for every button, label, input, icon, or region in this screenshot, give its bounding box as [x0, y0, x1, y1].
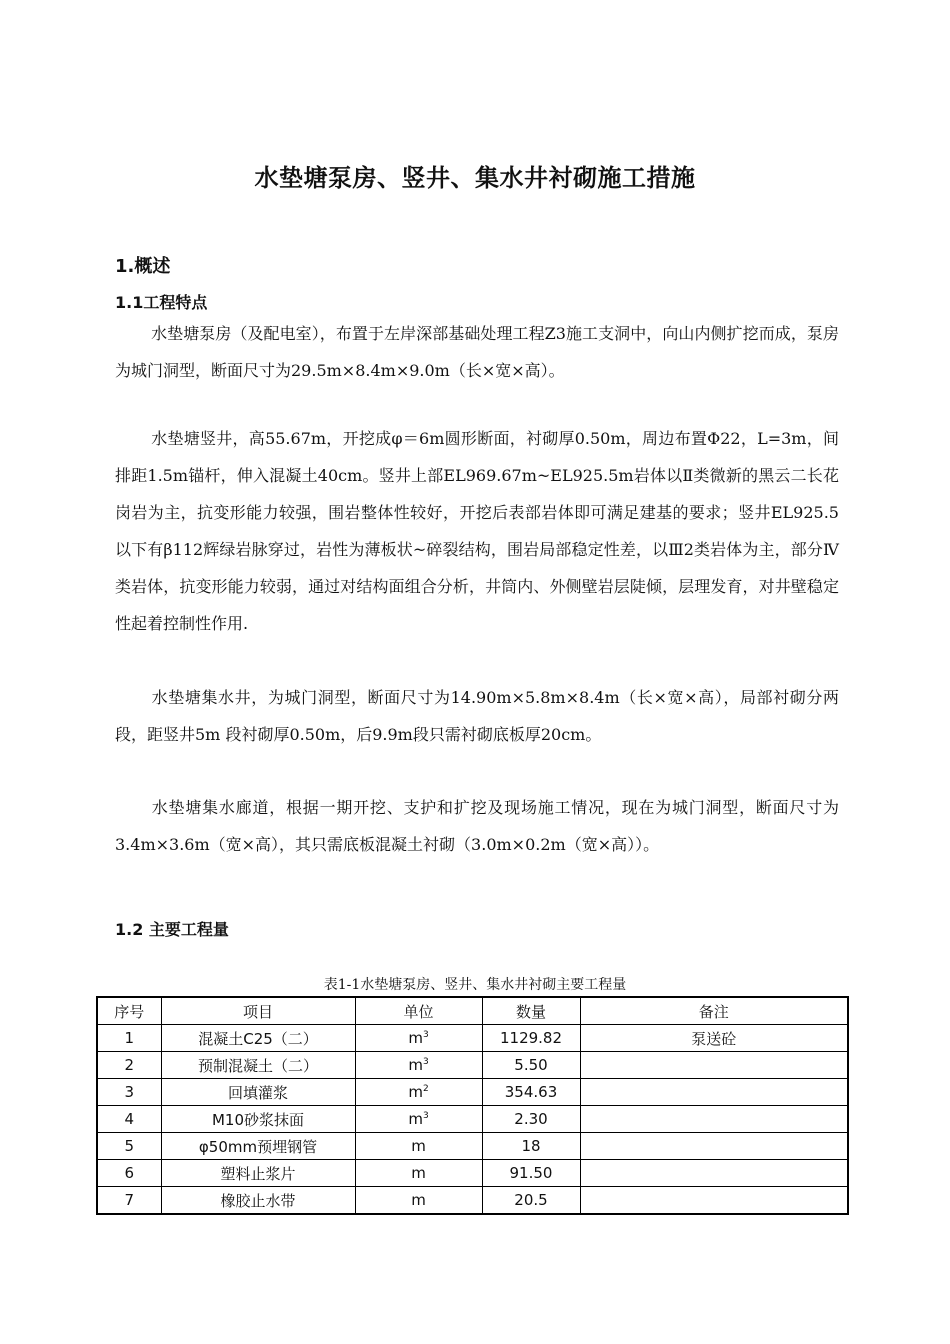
cell-note: 泵送砼	[580, 1025, 848, 1052]
table-row	[97, 1133, 848, 1160]
cell-no: 3	[97, 1079, 161, 1106]
cell-qty: 1129.82	[482, 1025, 580, 1052]
cell-no: 5	[97, 1133, 161, 1160]
cell-no: 6	[97, 1160, 161, 1187]
cell-unit: m	[355, 1133, 482, 1160]
table-row	[97, 1079, 848, 1106]
document-title: 水垫塘泵房、竖井、集水井衬砌施工措施	[254, 164, 696, 192]
cell-unit: $m^2$	[355, 1079, 482, 1106]
table-row	[97, 1106, 848, 1133]
cell-unit: m	[355, 1187, 482, 1215]
header-note: 备注	[580, 997, 848, 1025]
cell-item: 预制混凝土（二）	[161, 1052, 355, 1079]
header-no: 序号	[97, 997, 161, 1025]
table-header-row	[97, 997, 848, 1025]
cell-unit: m	[355, 1160, 482, 1187]
cell-qty: 18	[482, 1133, 580, 1160]
table-row	[97, 1160, 848, 1187]
cell-note	[580, 1106, 848, 1133]
section-heading-quantities: 1.2 主要工程量	[115, 920, 229, 939]
cell-note	[580, 1079, 848, 1106]
cell-item: 回填灌浆	[161, 1079, 355, 1106]
cell-unit: $m^3$	[355, 1052, 482, 1079]
paragraph-sump-well	[115, 679, 839, 753]
cell-qty: 354.63	[482, 1079, 580, 1106]
table-row	[97, 1052, 848, 1079]
header-unit: 单位	[355, 997, 482, 1025]
cell-note	[580, 1187, 848, 1215]
cell-unit: $m^3$	[355, 1025, 482, 1052]
cell-no: 7	[97, 1187, 161, 1215]
paragraph-gallery-text: 水垫塘集水廊道，根据一期开挖、支护和扩挖及现场施工情况，现在为城门洞型，断面尺寸为3.4m×3.6m（宽×高），其只需底板混凝土衬砌（3.0m×0.2m（宽×高））。	[115, 798, 839, 854]
paragraph-shaft-text: 水垫塘竖井，高55.67m，开挖成φ＝6m圆形断面，衬砌厚0.50m，周边布置Φ22，L=3m，间排距1.5m锚杆，伸入混凝土40cm。竖井上部EL969.67m~EL925.5m岩体以Ⅱ类微新的黑云二长花岗岩为主，抗变形能力较强，围岩整体性较好，开挖后表部岩体即可满足建基的要求；竖井EL925.5以下有β112辉绿岩脉穿过，岩性为薄板状~碎裂结构，围岩局部稳定性差，以Ⅲ2类岩体为主，部分Ⅳ类岩体，抗变形能力较弱，通过对结构面组合分析，井筒内、外侧壁岩层陡倾，层理发育，对井壁稳定性起着控制性作用.	[115, 429, 839, 633]
cell-qty: 5.50	[482, 1052, 580, 1079]
cell-note	[580, 1052, 848, 1079]
cell-no: 4	[97, 1106, 161, 1133]
cell-unit: $m^3$	[355, 1106, 482, 1133]
header-item: 项目	[161, 997, 355, 1025]
cell-note	[580, 1160, 848, 1187]
cell-item: 橡胶止水带	[161, 1187, 355, 1215]
cell-qty: 2.30	[482, 1106, 580, 1133]
cell-note	[580, 1133, 848, 1160]
paragraph-pump-house-text: 水垫塘泵房（及配电室），布置于左岸深部基础处理工程Z3施工支洞中，向山内侧扩挖而成，泵房为城门洞型，断面尺寸为29.5m×8.4m×9.0m（长×宽×高）。	[115, 324, 839, 380]
paragraph-gallery	[115, 789, 839, 863]
cell-no: 1	[97, 1025, 161, 1052]
paragraph-sump-well-text: 水垫塘集水井，为城门洞型，断面尺寸为14.90m×5.8m×8.4m（长×宽×高），局部衬砌分两段，距竖井5m 段衬砌厚0.50m，后9.9m段只需衬砌底板厚20cm。	[115, 688, 839, 744]
table-row	[97, 1025, 848, 1052]
section-heading-features: 1.1工程特点	[115, 293, 208, 312]
cell-item: 塑料止浆片	[161, 1160, 355, 1187]
paragraph-pump-house	[115, 315, 839, 389]
header-qty: 数量	[482, 997, 580, 1025]
section-heading-overview: 1.概述	[115, 256, 171, 277]
cell-qty: 91.50	[482, 1160, 580, 1187]
cell-no: 2	[97, 1052, 161, 1079]
table-row	[97, 1187, 848, 1215]
cell-qty: 20.5	[482, 1187, 580, 1215]
cell-item: φ50mm预埋钢管	[161, 1133, 355, 1160]
cell-item: M10砂浆抹面	[161, 1106, 355, 1133]
paragraph-shaft	[115, 420, 839, 642]
cell-item: 混凝土C25（二）	[161, 1025, 355, 1052]
quantities-table	[96, 996, 849, 1215]
table-caption: 表1-1水垫塘泵房、竖井、集水井衬砌主要工程量	[323, 977, 627, 993]
